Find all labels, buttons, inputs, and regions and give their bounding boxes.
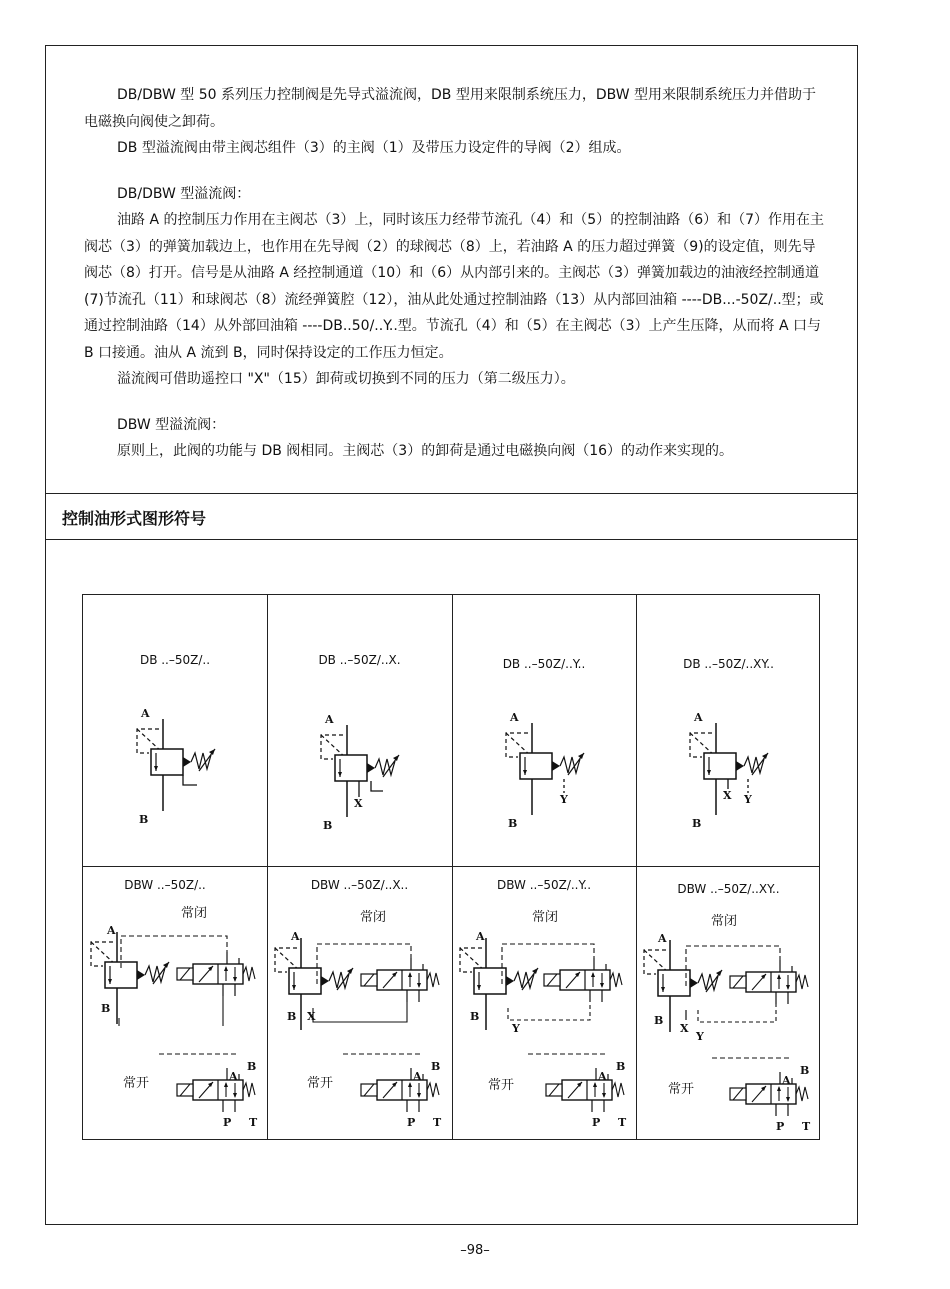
heading-dbw: DBW 型溢流阀： <box>117 416 226 433</box>
dbw-valve-symbol <box>636 932 821 1042</box>
normally-open-label: 常开 <box>123 1076 150 1091</box>
port-label-x: X <box>354 797 363 810</box>
normally-closed-label: 常闭 <box>181 906 208 921</box>
relief-valve-symbol <box>492 711 602 831</box>
solenoid-valve-symbol <box>337 1046 451 1126</box>
port-label-b: B <box>101 1002 111 1015</box>
port-label-a: A <box>229 1070 238 1083</box>
port-label-p: P <box>776 1120 785 1130</box>
symbol-cell-db-x <box>267 595 452 866</box>
intro-paragraph-3: 油路 A 的控制压力作用在主阀芯（3）上，同时该压力经带节流孔（4）和（5）的控制油路（6）和（7）作用在主阀芯（3）的弹簧加载边上，也作用在先导阀（2）的球阀芯（8）上，若油路 A 的压力超过弹簧（9)的设定值，则先导阀芯（8）打开。信号是从油路 A 经控制通道（10）和（6）从内部引来的。主阀芯（3）弹簧加载边的油液经控制通道 (7)节流孔（11）和球阀芯（8）流经弹簧腔（12），油从此处通过控制油路（13）从内部回油箱 ----DB...-50Z/..型；或通过控制油路（14）从外部回油箱 ----DB..50/..Y..型。节流孔（4）和（5）在主阀芯（3）上产生压降，从而将 A 口与 B 口接通。油从 A 流到 B，同时保持设定的工作压力恒定。 <box>84 212 825 361</box>
normally-open-label: 常开 <box>668 1082 695 1097</box>
page-number: –98– <box>460 1243 490 1258</box>
symbol-caption: DB ..–50Z/..XY.. <box>683 657 774 671</box>
symbol-caption: DBW ..–50Z/.. <box>124 878 206 892</box>
heading-db-dbw: DB/DBW 型溢流阀： <box>117 185 251 202</box>
symbol-cell-dbw-xy <box>636 866 821 1139</box>
port-label-a: A <box>325 713 334 726</box>
normally-closed-label: 常闭 <box>711 914 738 929</box>
port-label-a: A <box>476 930 485 943</box>
symbol-cell-dbw <box>83 866 267 1139</box>
port-label-a: A <box>658 932 667 945</box>
port-label-t: T <box>433 1116 442 1126</box>
port-label-x: X <box>723 789 732 802</box>
port-label-b: B <box>616 1060 626 1073</box>
divider <box>46 493 857 494</box>
port-label-a: A <box>291 930 300 943</box>
symbol-cell-dbw-y <box>452 866 636 1139</box>
port-label-a: A <box>694 711 703 724</box>
symbol-caption: DB ..–50Z/.. <box>139 653 211 667</box>
port-label-b: B <box>692 817 702 830</box>
intro-paragraph-5: 原则上，此阀的功能与 DB 阀相同。主阀芯（3）的卸荷是通过电磁换向阀（16）的动作来实现的。 <box>117 443 734 459</box>
normally-closed-label: 常闭 <box>360 910 387 925</box>
port-label-p: P <box>592 1116 601 1126</box>
port-label-b: B <box>323 819 333 832</box>
dbw-valve-symbol <box>83 926 267 1026</box>
symbol-cell-dbw-x <box>267 866 452 1139</box>
normally-closed-label: 常闭 <box>532 910 559 925</box>
divider <box>46 539 857 540</box>
port-label-a: A <box>598 1070 607 1083</box>
symbol-caption: DBW ..–50Z/..Y.. <box>496 878 592 892</box>
dbw-valve-symbol <box>452 928 636 1038</box>
intro-paragraph-1: DB/DBW 型 50 系列压力控制阀是先导式溢流阀，DB 型用来限制系统压力，DBW 型用来限制系统压力并借助于电磁换向阀使之卸荷。 <box>84 87 817 130</box>
intro-paragraph-4: 溢流阀可借助遥控口 "X"（15）卸荷或切换到不同的压力（第二级压力）。 <box>117 371 575 387</box>
port-label-b: B <box>431 1060 441 1073</box>
port-label-y: Y <box>560 793 568 806</box>
port-label-b: B <box>470 1010 480 1023</box>
intro-paragraph-2: DB 型溢流阀由带主阀芯组件（3）的主阀（1）及带压力设定件的导阀（2）组成。 <box>117 140 631 156</box>
port-label-b: B <box>139 813 149 826</box>
port-label-b: B <box>654 1014 664 1027</box>
port-label-x: X <box>680 1022 689 1035</box>
symbol-caption: DBW ..–50Z/..XY.. <box>677 882 780 896</box>
symbol-caption: DB ..–50Z/..Y.. <box>502 657 586 671</box>
port-label-a: A <box>413 1070 422 1083</box>
symbol-cell-db <box>83 595 267 866</box>
relief-valve-symbol <box>123 707 233 827</box>
port-label-x: X <box>307 1010 316 1023</box>
port-label-a: A <box>107 926 116 937</box>
symbol-grid <box>82 594 820 1140</box>
normally-open-label: 常开 <box>307 1076 334 1091</box>
port-label-p: P <box>407 1116 416 1126</box>
solenoid-valve-symbol <box>522 1046 636 1126</box>
symbol-cell-db-y <box>452 595 636 866</box>
intro-text <box>84 82 824 465</box>
port-label-t: T <box>802 1120 811 1130</box>
port-label-b: B <box>800 1064 810 1077</box>
port-label-a: A <box>141 707 150 720</box>
port-label-b: B <box>508 817 518 830</box>
symbol-caption: DB ..–50Z/..X. <box>318 653 401 667</box>
port-label-b: B <box>287 1010 297 1023</box>
port-label-t: T <box>249 1116 258 1126</box>
port-label-a: A <box>510 711 519 724</box>
port-label-a: A <box>782 1074 791 1087</box>
port-label-t: T <box>618 1116 627 1126</box>
solenoid-valve-symbol <box>706 1050 820 1130</box>
port-label-p: P <box>223 1116 232 1126</box>
port-label-b: B <box>247 1060 257 1073</box>
solenoid-valve-symbol <box>153 1046 267 1126</box>
relief-valve-symbol <box>307 713 417 833</box>
symbol-caption: DBW ..–50Z/..X.. <box>310 878 409 892</box>
section-title: 控制油形式图形符号 <box>62 509 207 528</box>
relief-valve-symbol <box>676 711 786 831</box>
normally-open-label: 常开 <box>488 1078 515 1093</box>
port-label-y: Y <box>744 793 752 806</box>
content-frame <box>45 45 858 1225</box>
port-label-y: Y <box>696 1030 704 1042</box>
dbw-valve-symbol <box>267 928 452 1038</box>
symbol-cell-db-xy <box>636 595 821 866</box>
port-label-y: Y <box>512 1022 520 1035</box>
